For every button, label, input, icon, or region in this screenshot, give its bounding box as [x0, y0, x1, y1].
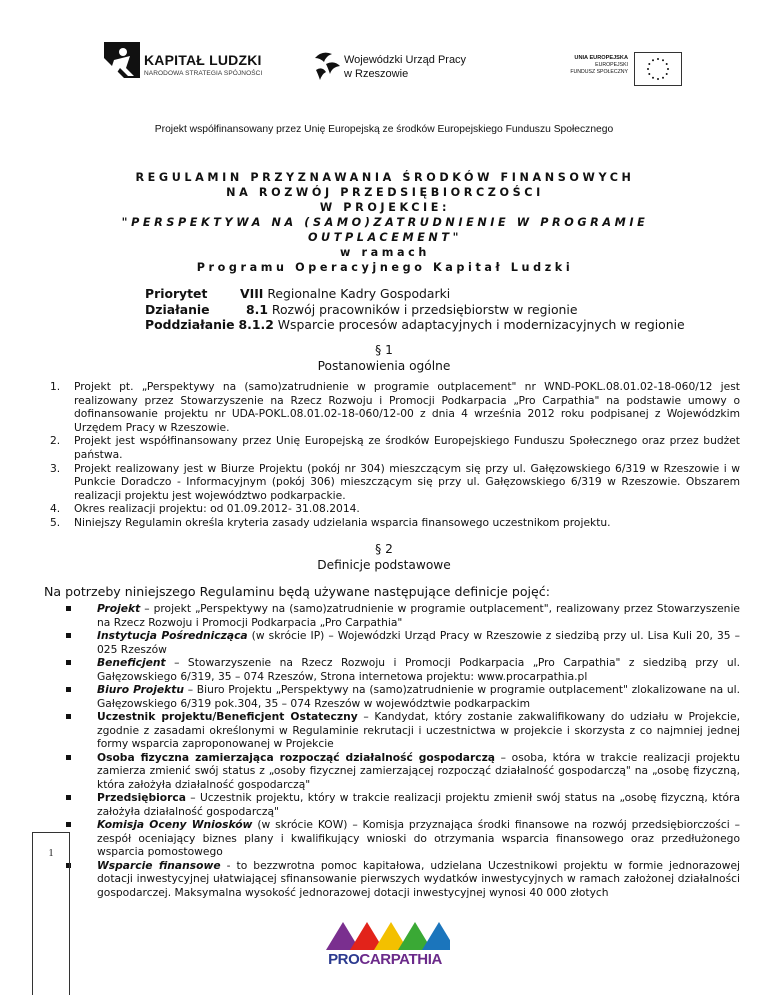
brand-carpathia: CARPATHIA: [359, 951, 442, 968]
definitions-intro: Na potrzeby niniejszego Regulaminu będą używane następujące definicje pojęć:: [44, 584, 550, 599]
eu-line3: FUNDUSZ SPOŁECZNY: [570, 69, 628, 75]
priority-row: [145, 286, 685, 302]
kapital-ludzki-logo: [100, 38, 270, 86]
title-line3: W PROJEKCIE:: [319, 201, 451, 214]
definition-term: Beneficjent: [97, 656, 166, 669]
section1-title: Postanowienia ogólne: [317, 359, 451, 373]
title-line1: REGULAMIN PRZYZNAWANIA ŚRODKÓW FINANSOWYCH: [135, 171, 635, 184]
bullet-icon: [66, 633, 71, 638]
section2-heading: [0, 541, 768, 573]
bullet-icon: [66, 822, 71, 827]
item-number: 5.: [50, 515, 61, 529]
definition-text: (w skrócie IP) – Wojewódzki Urząd Pracy w Rzeszowie z siedzibą przy ul. Lisa Kuli 20, 35 – 025 Rzeszów: [97, 629, 740, 656]
definition-text: – Kandydat, który zostanie zakwalifikowany do udziału w Projekcie, zgodnie z zasadami określonymi w Regulaminie rekrutacji i uczestnictwa w projekcie i skorzysta z co najmniej jednej formy wsparcia zaproponowanej w Projekcie: [97, 710, 740, 750]
action-text: Rozwój pracowników i przedsiębiorstw w regionie: [271, 301, 578, 317]
definition-text: – Stowarzyszenie na Rzecz Rozwoju i Promocji Podkarpacia „Pro Carpathia" z siedzibą przy ul. Gałęzowskiego 6/319, 35 – 074 Rzeszów, Strona internetowa projektu: www.procarpathia.pl: [97, 656, 740, 683]
item-number: 2.: [50, 434, 61, 448]
definition-item: [66, 629, 740, 656]
definition-term: Przedsiębiorca: [97, 791, 186, 804]
priority-label: Priorytet: [145, 286, 208, 301]
definition-text: – Biuro Projektu „Perspektywy na (samo)zatrudnienie w programie outplacement" zlokalizowane na ul. Gałęzowskiego 6/319 pok.304, 35 – 074 Rzeszów w województwie podkarpackim: [97, 683, 740, 710]
definition-text: – osoba, która w trakcie realizacji projektu zamierza zmienić swój status z „osoby fizycznej zamierzającej rozpocząć działalność gospodarczą" na „osobę fizyczną, która założyła działalność gospodarczą": [97, 750, 740, 791]
title-line7: Programu Operacyjnego Kapitał Ludzki: [196, 261, 574, 274]
title-line4: "PERSPEKTYWA NA (SAMO)ZATRUDNIENIE W PROGRAMIE: [121, 216, 649, 229]
list-item: [50, 462, 740, 503]
section1-heading: [0, 342, 768, 374]
title-line6: w ramach: [340, 246, 430, 259]
page-number: 1: [48, 848, 54, 859]
item-number: 4.: [50, 502, 61, 516]
definition-term: Projekt: [97, 602, 141, 615]
kl-title: KAPITAŁ LUDZKI: [144, 52, 262, 68]
definition-term: Komisja Oceny Wniosków: [97, 818, 253, 831]
triangle-blue: [422, 922, 450, 950]
eu-line1: UNIA EUROPEJSKA: [574, 55, 628, 61]
definition-item: [66, 818, 740, 859]
definition-item: [66, 791, 740, 818]
wup-line2: w Rzeszowie: [344, 68, 409, 80]
definition-item: [66, 602, 740, 629]
procarpathia-wordmark: [320, 951, 450, 968]
definition-term: Instytucja Pośrednicząca: [97, 629, 248, 642]
cofinancing-note: Projekt współfinansowany przez Unię Europejską ze środków Europejskiego Funduszu Społecznego: [154, 124, 614, 135]
subaction-code: 8.1.2: [238, 317, 274, 332]
priority-text: Regionalne Kadry Gospodarki: [267, 286, 451, 301]
definition-term: Uczestnik projektu/Beneficjent Ostateczny: [97, 710, 358, 723]
subaction-text: Wsparcie procesów adaptacyjnych i modernizacyjnych w regionie: [277, 317, 685, 332]
definition-item: [66, 710, 740, 751]
priority-table: [145, 286, 685, 333]
action-label: Działanie: [145, 301, 210, 317]
definition-term: Osoba fizyczna zamierzająca rozpocząć działalność gospodarczą: [97, 750, 496, 764]
general-provisions-list: [50, 380, 740, 530]
definition-text: - to bezzwrotna pomoc kapitałowa, udzielana Uczestnikowi projektu w formie jednorazowej dotacji inwestycyjnej ułatwiającej sfinansowanie pierwszych wydatków inwestycyjnych w ramach założonej działalności gospodarczej. Maksymalna wysokość jednorazowej dotacji inwestycyjnej wynosi 40 000 złotych: [97, 858, 741, 899]
definition-text: – Uczestnik projektu, który w trakcie realizacji projektu zmienił swój status na „osobę fizyczną, która założyła działalność gospodarczą": [97, 791, 740, 818]
definition-item: [66, 751, 740, 792]
bullet-icon: [66, 687, 71, 692]
eu-flag-icon: [634, 52, 682, 86]
bullet-icon: [66, 714, 71, 719]
section1-number: § 1: [375, 343, 393, 357]
bullet-icon: [66, 755, 71, 760]
title-line2: NA ROZWÓJ PRZEDSIĘBIORCZOŚCI: [226, 186, 544, 199]
wup-name: [344, 53, 466, 81]
wup-line1: Wojewódzki Urząd Pracy: [344, 54, 467, 66]
wup-logo: [312, 48, 492, 88]
item-text: Projekt realizowany jest w Biurze Projektu (pokój nr 304) mieszczącym się przy ul. Gałęzowskiego 6/319 w Rzeszowie i w Punkcie Doradczo - Informacyjnym (pokój 306) mieszczącym się przy ul. Gałęzowskiego 6/319 w Rzeszowie. Obszarem realizacji projektu jest województwo podkarpackie.: [74, 461, 740, 502]
definition-term: Biuro Projektu: [97, 683, 184, 696]
definition-item: [66, 859, 740, 900]
eu-logo: [548, 52, 684, 86]
item-text: Okres realizacji projektu: od 01.09.2012- 31.08.2014.: [74, 502, 360, 516]
action-row: [145, 302, 685, 318]
definition-term: Wsparcie finansowe: [97, 858, 221, 872]
bullet-icon: [66, 606, 71, 611]
subaction-row: [145, 317, 685, 333]
definition-item: [66, 683, 740, 710]
document-title: [80, 170, 690, 275]
definition-text: (w skrócie KOW) – Komisja przyznająca środki finansowe na rozwój przedsiębiorczości – zespół oceniający biznes plany i kwalifikujący wnioski do otrzymania wsparcia finansowego oraz przedłużonego wsparcia pomostowego: [97, 818, 740, 858]
definitions-list: [66, 602, 740, 899]
priority-code: VIII: [240, 286, 264, 301]
procarpathia-logo: [320, 918, 450, 978]
subaction-label: Poddziałanie: [145, 317, 235, 332]
list-item: [50, 502, 740, 516]
brand-pro: PRO: [328, 951, 360, 968]
list-item: [50, 380, 740, 434]
action-code: 8.1: [246, 301, 268, 317]
list-item: [50, 516, 740, 530]
item-text: Projekt jest współfinansowany przez Unię Europejską ze środków Europejskiego Funduszu Społecznego oraz przez budżet państwa.: [74, 434, 740, 461]
wup-emblem-icon: [312, 48, 342, 84]
item-number: 3.: [50, 461, 61, 475]
section2-number: § 2: [375, 542, 393, 556]
eu-line2: EUROPEJSKI: [595, 62, 628, 68]
item-text: Projekt pt. „Perspektywy na (samo)zatrudnienie w programie outplacement" nr WND-POKL.08.01.02-18-060/12 jest realizowany przez Stowarzyszenie na Rzecz Rozwoju i Promocji Podkarpacia „Pro Carpathia" na podstawie umowy o dofinansowanie projektu nr UDA-POKL.08.01.02-18-060/12-00 z dnia 4 września 2012 roku podpisanej z Wojewódzkim Urzędem Pracy w Rzeszowie.: [74, 380, 740, 434]
section2-title: Definicje podstawowe: [317, 558, 451, 572]
definition-item: [66, 656, 740, 683]
kl-subtitle: NARODOWA STRATEGIA SPÓJNOŚCI: [144, 70, 263, 77]
procarpathia-triangles-icon: [320, 918, 450, 952]
title-line5: OUTPLACEMENT": [307, 231, 463, 244]
item-text: Niniejszy Regulamin określa kryteria zasady udzielania wsparcia finansowego uczestnikom projektu.: [74, 515, 611, 529]
definition-text: – projekt „Perspektywy na (samo)zatrudnienie w programie outplacement", realizowany przez Stowarzyszenie na Rzecz Rozwoju i Promocji Podkarpacia „Pro Carpathia": [97, 602, 740, 629]
bullet-icon: [66, 795, 71, 800]
kapital-ludzki-emblem-icon: [100, 38, 144, 86]
list-item: [50, 434, 740, 461]
bullet-icon: [66, 660, 71, 665]
item-number: 1.: [50, 380, 61, 393]
eu-text: [548, 55, 628, 76]
